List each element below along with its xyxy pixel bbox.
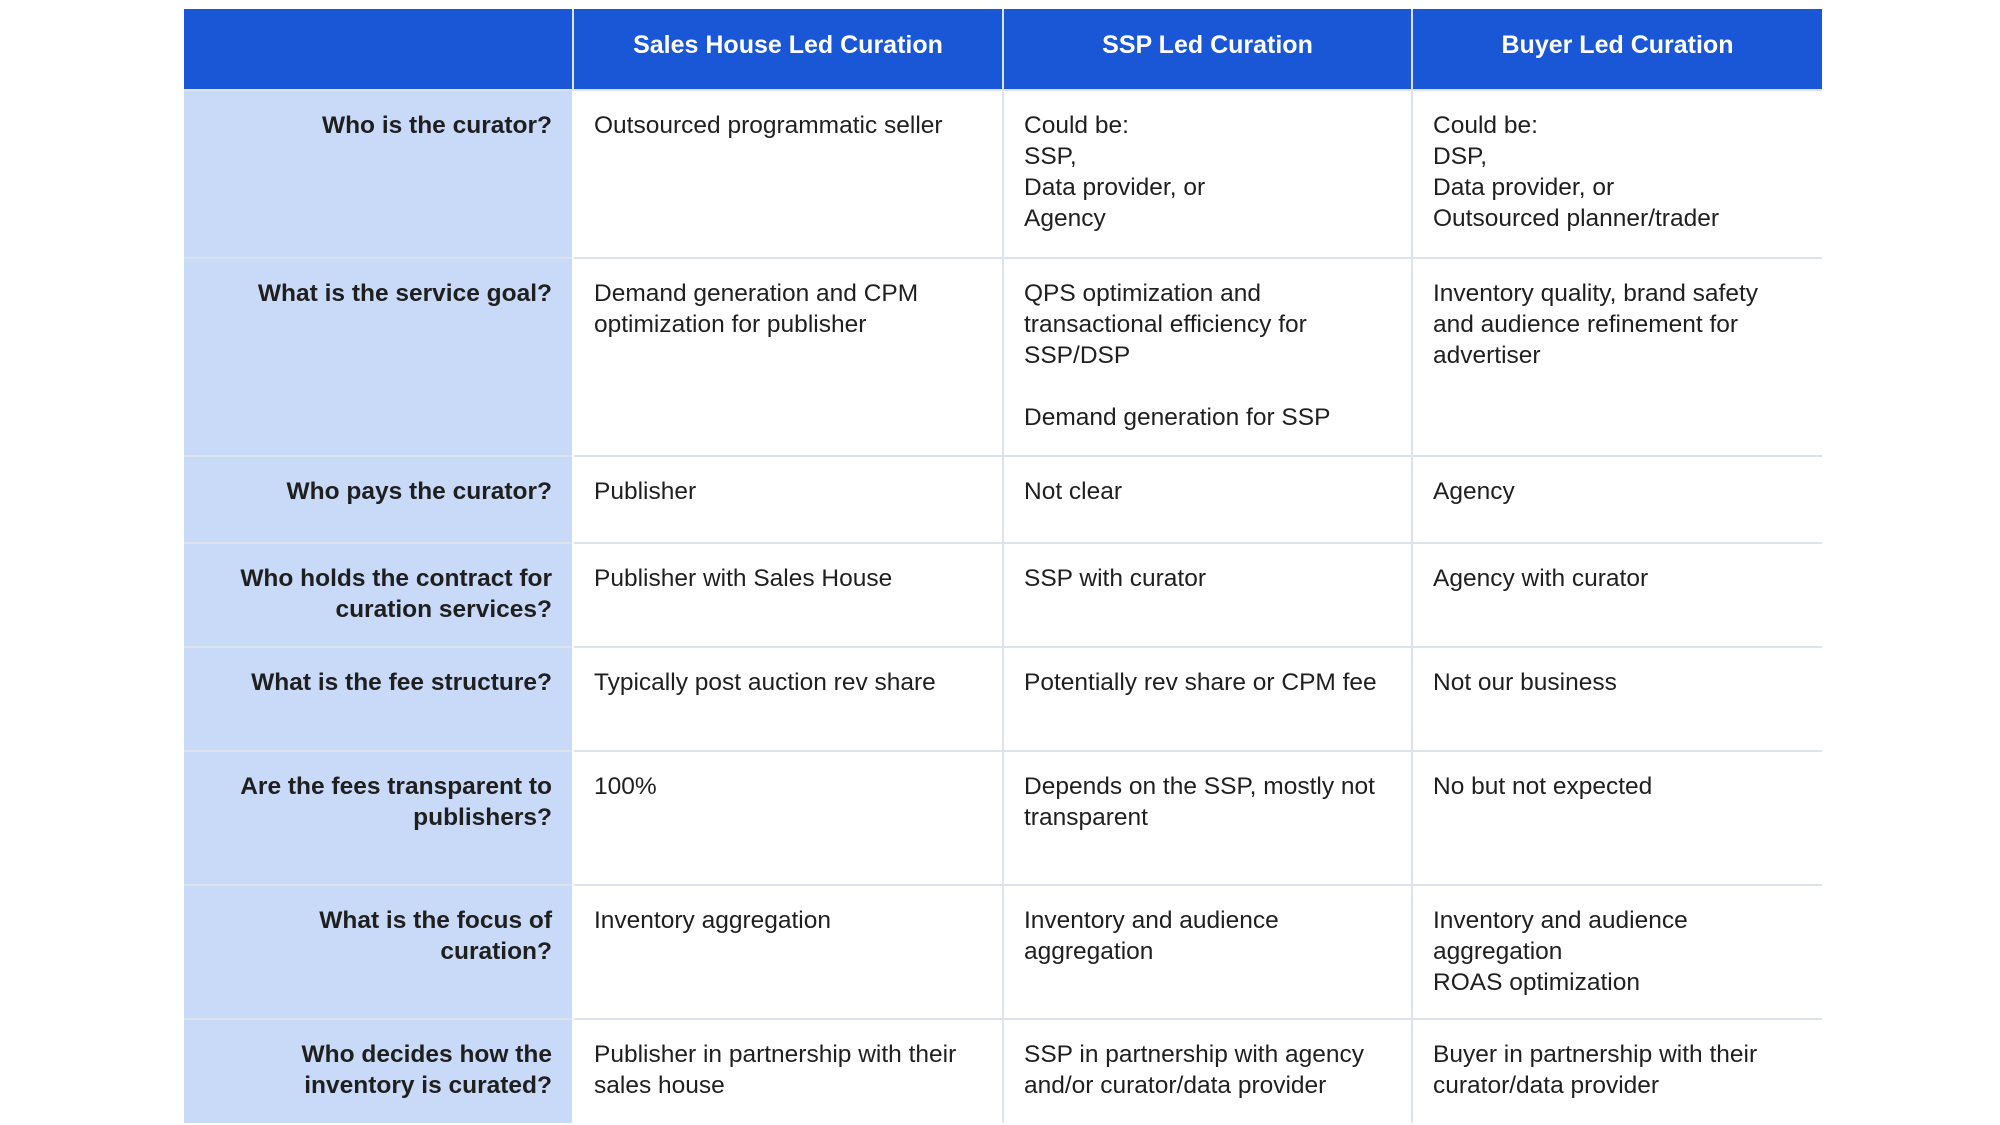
table-row bbox=[184, 258, 1822, 456]
row-question: What is the focus of curation? bbox=[184, 885, 573, 1019]
curation-comparison-table bbox=[184, 9, 1822, 1123]
table-row bbox=[184, 885, 1822, 1019]
table-row bbox=[184, 751, 1822, 885]
table-row bbox=[184, 543, 1822, 647]
cell-ssp: Could be: SSP, Data provider, or Agency bbox=[1003, 90, 1412, 258]
row-question: What is the fee structure? bbox=[184, 647, 573, 751]
cell-buyer: Could be: DSP, Data provider, or Outsourced planner/trader bbox=[1412, 90, 1822, 258]
cell-ssp: Potentially rev share or CPM fee bbox=[1003, 647, 1412, 751]
cell-ssp: QPS optimization and transactional efficiency for SSP/DSP Demand generation for SSP bbox=[1003, 258, 1412, 456]
row-question: What is the service goal? bbox=[184, 258, 573, 456]
cell-buyer: Inventory and audience aggregation ROAS optimization bbox=[1412, 885, 1822, 1019]
table-header-row bbox=[184, 9, 1822, 90]
cell-sales-house: Demand generation and CPM optimization for publisher bbox=[573, 258, 1003, 456]
header-buyer-led: Buyer Led Curation bbox=[1412, 9, 1822, 90]
cell-sales-house: Publisher with Sales House bbox=[573, 543, 1003, 647]
row-question: Who is the curator? bbox=[184, 90, 573, 258]
cell-buyer: Not our business bbox=[1412, 647, 1822, 751]
cell-ssp: Not clear bbox=[1003, 456, 1412, 543]
cell-buyer: Buyer in partnership with their curator/data provider bbox=[1412, 1019, 1822, 1123]
cell-sales-house: Outsourced programmatic seller bbox=[573, 90, 1003, 258]
row-question: Are the fees transparent to publishers? bbox=[184, 751, 573, 885]
cell-sales-house: Inventory aggregation bbox=[573, 885, 1003, 1019]
table-row bbox=[184, 456, 1822, 543]
cell-sales-house: Publisher bbox=[573, 456, 1003, 543]
header-corner-cell bbox=[184, 9, 573, 90]
table-row bbox=[184, 647, 1822, 751]
row-question: Who decides how the inventory is curated? bbox=[184, 1019, 573, 1123]
row-question: Who pays the curator? bbox=[184, 456, 573, 543]
cell-buyer: Agency with curator bbox=[1412, 543, 1822, 647]
table-row bbox=[184, 90, 1822, 258]
cell-buyer: No but not expected bbox=[1412, 751, 1822, 885]
cell-buyer: Inventory quality, brand safety and audience refinement for advertiser bbox=[1412, 258, 1822, 456]
cell-ssp: SSP with curator bbox=[1003, 543, 1412, 647]
cell-sales-house: Publisher in partnership with their sales house bbox=[573, 1019, 1003, 1123]
table-row bbox=[184, 1019, 1822, 1123]
cell-ssp: SSP in partnership with agency and/or curator/data provider bbox=[1003, 1019, 1412, 1123]
header-sales-house-led: Sales House Led Curation bbox=[573, 9, 1003, 90]
header-ssp-led: SSP Led Curation bbox=[1003, 9, 1412, 90]
cell-buyer: Agency bbox=[1412, 456, 1822, 543]
cell-sales-house: 100% bbox=[573, 751, 1003, 885]
row-question: Who holds the contract for curation services? bbox=[184, 543, 573, 647]
cell-ssp: Depends on the SSP, mostly not transparent bbox=[1003, 751, 1412, 885]
cell-sales-house: Typically post auction rev share bbox=[573, 647, 1003, 751]
cell-ssp: Inventory and audience aggregation bbox=[1003, 885, 1412, 1019]
